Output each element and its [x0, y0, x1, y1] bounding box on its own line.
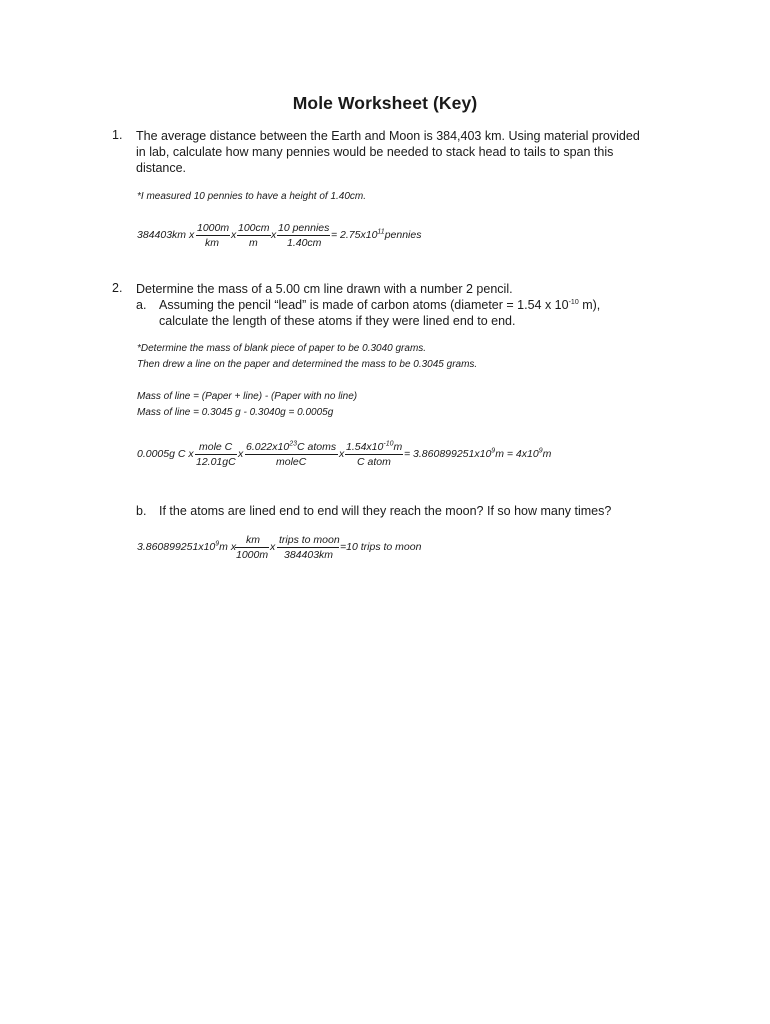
q1-times-2: x — [271, 229, 277, 241]
q2b-f2-numerator: trips to moon — [279, 534, 340, 546]
q2b-result: =10 trips to moon — [340, 541, 422, 553]
q2a-times-1: x — [238, 448, 244, 460]
q2b-f1-bar — [235, 547, 269, 548]
q2b-f1-denominator: 1000m — [236, 549, 269, 561]
question-2a-line-2: calculate the length of these atoms if they were lined end to end. — [159, 314, 516, 328]
q2a-f1-numerator: mole C — [199, 441, 233, 453]
question-2-text: Determine the mass of a 5.00 cm line drawn with a number 2 pencil. — [136, 282, 513, 296]
q2b-calc-start: $3.860899251x10^9m$ x — [137, 540, 237, 553]
question-1-number: 1. — [112, 128, 123, 142]
q2a-note-1: *Determine the mass of blank piece of paper to be 0.3040 grams. — [137, 343, 427, 354]
question-1-line-3: distance. — [136, 161, 187, 175]
q1-f1-bar — [196, 235, 230, 236]
q1-f3-denominator: 1.40cm — [287, 237, 322, 249]
q2a-f1-denominator: 12.01gC — [196, 456, 236, 468]
q2a-result: = $3.860899251x10^9m = 4x10^9m$ — [404, 447, 552, 460]
q2a-f2-denominator: moleC — [276, 456, 307, 468]
q2a-mass-line-2: Mass of line = 0.3045 g - 0.3040g = 0.0005g — [137, 407, 334, 418]
q2b-f1-numerator: km — [246, 534, 260, 546]
q1-note: *I measured 10 pennies to have a height of 1.40cm. — [137, 191, 367, 202]
q1-f2-denominator: m — [249, 237, 258, 249]
q2a-f3-bar — [345, 454, 403, 455]
q2a-mass-line-1: Mass of line = (Paper + line) - (Paper with no line) — [137, 391, 358, 402]
question-1-line-1: The average distance between the Earth and Moon is 384,403 km. Using material provided — [136, 129, 640, 143]
q1-result: = $2.75x10^{11}pennies$ — [331, 228, 422, 241]
q2a-f1-bar — [195, 454, 237, 455]
q1-times-1: x — [231, 229, 237, 241]
q2a-times-2: x — [339, 448, 345, 460]
question-2-number: 2. — [112, 281, 123, 295]
q1-f2-bar — [237, 235, 271, 236]
question-2b-text: If the atoms are lined end to end will they reach the moon? If so how many times? — [159, 504, 612, 518]
q2a-f3-denominator: C atom — [357, 456, 391, 468]
q2a-calc-start: 0.0005g C x — [137, 448, 194, 460]
q1-f3-numerator: 10 pennies — [278, 222, 330, 234]
q2a-f2-bar — [245, 454, 338, 455]
q1-f1-denominator: km — [205, 237, 219, 249]
q2b-f2-denominator: 384403km — [284, 549, 334, 561]
q2a-note-2: Then drew a line on the paper and determined the mass to be 0.3045 grams. — [137, 359, 478, 370]
q1-calc-start: 384403km x — [137, 229, 195, 241]
q2b-f2-bar — [277, 547, 339, 548]
q1-f3-bar — [277, 235, 330, 236]
q2a-f3-numerator: $1.54x10^{-10}m$ — [346, 440, 403, 453]
q2a-f2-numerator: $6.022x10^{23}C$ atoms — [246, 440, 337, 453]
q2b-times-1: x — [270, 541, 276, 553]
question-1-line-2: in lab, calculate how many pennies would be needed to stack head to tails to span this — [136, 145, 614, 159]
page-title: Mole Worksheet (Key) — [292, 93, 478, 113]
q1-f2-numerator: 100cm — [238, 222, 270, 234]
question-2a-line-1: Assuming the pencil “lead” is made of carbon atoms (diameter = 1.54 x $10^{-10}$ m), — [159, 298, 601, 312]
question-2a-letter: a. — [136, 298, 147, 312]
question-2b-letter: b. — [136, 504, 147, 518]
q1-f1-numerator: 1000m — [197, 222, 230, 234]
